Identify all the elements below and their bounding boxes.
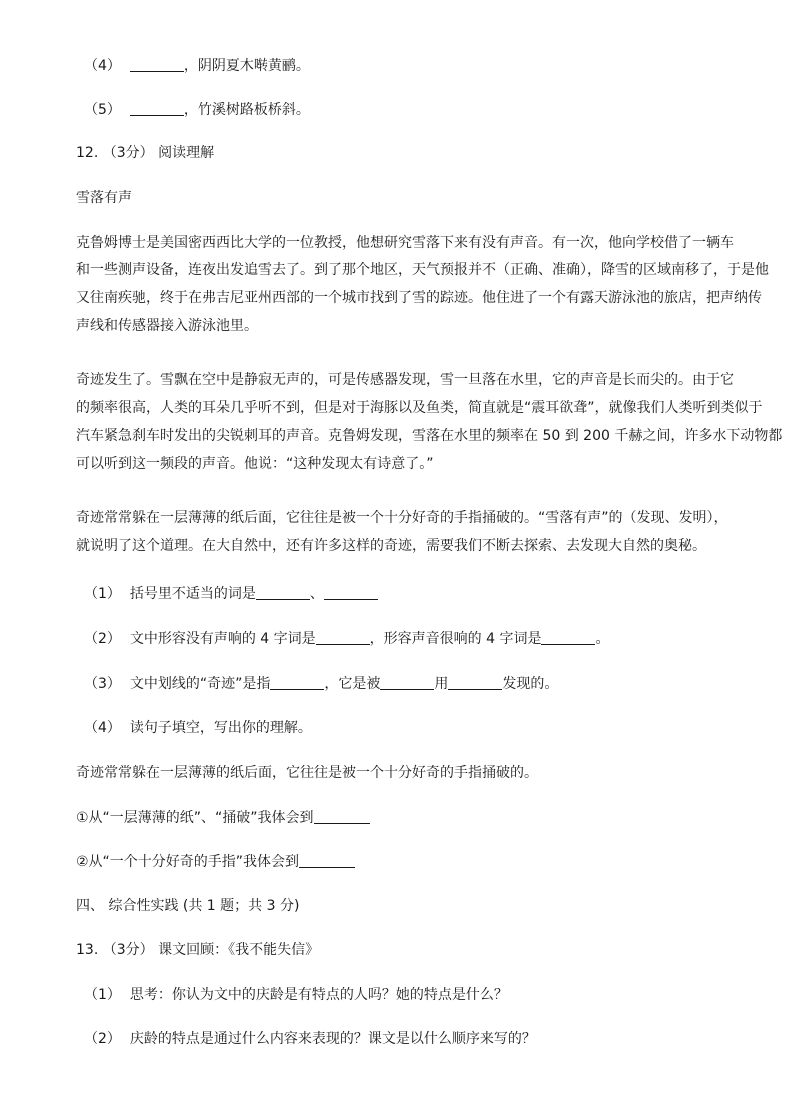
q12-sub2 xyxy=(84,629,609,649)
separator: 、 xyxy=(309,586,324,602)
item-text: ，阴阴夏木啭黄鹂。 xyxy=(183,58,310,74)
passage-para2-line2: 的频率很高，人类的耳朵几乎听不到，但是对于海豚以及鱼类，简直就是“震耳欲聋”，就像我们人类听到类似于 xyxy=(76,400,763,416)
sub-number: （1） xyxy=(84,586,121,602)
q13-sub1 xyxy=(84,985,508,1005)
sub-number: （2） xyxy=(84,1031,121,1047)
sub-text: 括号里不适当的词是 xyxy=(129,586,256,602)
answer-blank[interactable] xyxy=(299,853,355,868)
fill-text: ②从“一个十分好奇的手指”我体会到 xyxy=(76,854,300,870)
item-text: ，竹溪树路板桥斜。 xyxy=(183,102,310,118)
answer-blank[interactable] xyxy=(314,809,370,824)
q12-sub3 xyxy=(84,674,558,694)
answer-blank[interactable] xyxy=(380,675,434,690)
sub-number: （3） xyxy=(84,676,121,692)
q11-item-5 xyxy=(84,100,310,120)
fill-text: ①从“一层薄薄的纸”、“捅破”我体会到 xyxy=(76,810,314,826)
answer-blank[interactable] xyxy=(256,585,310,600)
passage-para1-line1: 克鲁姆博士是美国密西西比大学的一位教授，他想研究雪落下来有没有声音。有一次，他向学校借了一辆车 xyxy=(76,235,734,251)
passage-para3-line1: 奇迹常常躲在一层薄薄的纸后面，它往往是被一个十分好奇的手指捅破的。“雪落有声”的（发现、发明）， xyxy=(76,510,728,526)
q12-header: 12. （3分） 阅读理解 xyxy=(76,145,215,161)
sub-text: 文中划线的“奇迹”是指 xyxy=(129,676,271,692)
answer-blank[interactable] xyxy=(316,630,370,645)
passage-para1-line2: 和一些测声设备，连夜出发追雪去了。到了那个地区，天气预报并不（正确、准确），降雪的区域南移了，于是他 xyxy=(76,262,769,278)
sub-number: （2） xyxy=(84,631,121,647)
passage-para2-line3: 汽车紧急刹车时发出的尖锐刺耳的声音。克鲁姆发现，雪落在水里的频率在 50 到 200 千赫之间，许多水下动物都 xyxy=(76,428,783,444)
item-number: （4） xyxy=(84,58,121,74)
q13-sub2 xyxy=(84,1029,536,1049)
passage-para1-line4: 声线和传感器接入游泳池里。 xyxy=(76,318,258,334)
sub-text: 用 xyxy=(434,676,449,692)
answer-blank[interactable] xyxy=(270,675,324,690)
sub-text: 文中形容没有声响的 4 字词是 xyxy=(129,631,316,647)
sub-number: （4） xyxy=(84,720,121,736)
passage-para3-line2: 就说明了这个道理。在大自然中，还有许多这样的奇迹，需要我们不断去探索、去发现大自然的奥秘。 xyxy=(76,538,706,554)
fill-item-1 xyxy=(76,808,370,828)
passage-para2-line1: 奇迹发生了。雪飘在空中是静寂无声的，可是传感器发现，雪一旦落在水里，它的声音是长而尖的。由于它 xyxy=(76,372,734,388)
sub-text: 庆龄的特点是通过什么内容来表现的？课文是以什么顺序来写的？ xyxy=(129,1031,536,1047)
answer-blank[interactable] xyxy=(130,101,184,116)
q11-item-4 xyxy=(84,56,310,76)
passage-para2-line4: 可以听到这一频段的声音。他说：“这种发现太有诗意了。” xyxy=(76,456,434,472)
q12-sub4 xyxy=(84,718,312,738)
answer-blank[interactable] xyxy=(541,630,595,645)
passage-para1-line3: 又往南疾驰，终于在弗吉尼亚州西部的一个城市找到了雪的踪迹。他住进了一个有露天游泳池的旅店，把声纳传 xyxy=(76,290,762,306)
item-number: （5） xyxy=(84,102,121,118)
answer-blank[interactable] xyxy=(130,57,184,72)
sub-text: 读句子填空，写出你的理解。 xyxy=(129,720,312,736)
q12-sub1 xyxy=(84,584,378,604)
sub-text: 发现的。 xyxy=(502,676,559,692)
passage-title: 雪落有声 xyxy=(76,190,132,206)
q13-header: 13. （3分） 课文回顾：《我不能失信》 xyxy=(76,942,320,958)
sub-text: 思考：你认为文中的庆龄是有特点的人吗？她的特点是什么？ xyxy=(129,987,508,1003)
quoted-sentence: 奇迹常常躲在一层薄薄的纸后面，它往往是被一个十分好奇的手指捅破的。 xyxy=(76,765,538,781)
section-4-header: 四、 综合性实践 (共 1 题；共 3 分) xyxy=(76,898,300,914)
fill-item-2 xyxy=(76,852,355,872)
sub-text: ，它是被 xyxy=(324,676,381,692)
answer-blank[interactable] xyxy=(448,675,502,690)
answer-blank[interactable] xyxy=(324,585,378,600)
sub-text: ，形容声音很响的 4 字词是 xyxy=(369,631,542,647)
sub-number: （1） xyxy=(84,987,121,1003)
sub-text: 。 xyxy=(595,631,610,647)
